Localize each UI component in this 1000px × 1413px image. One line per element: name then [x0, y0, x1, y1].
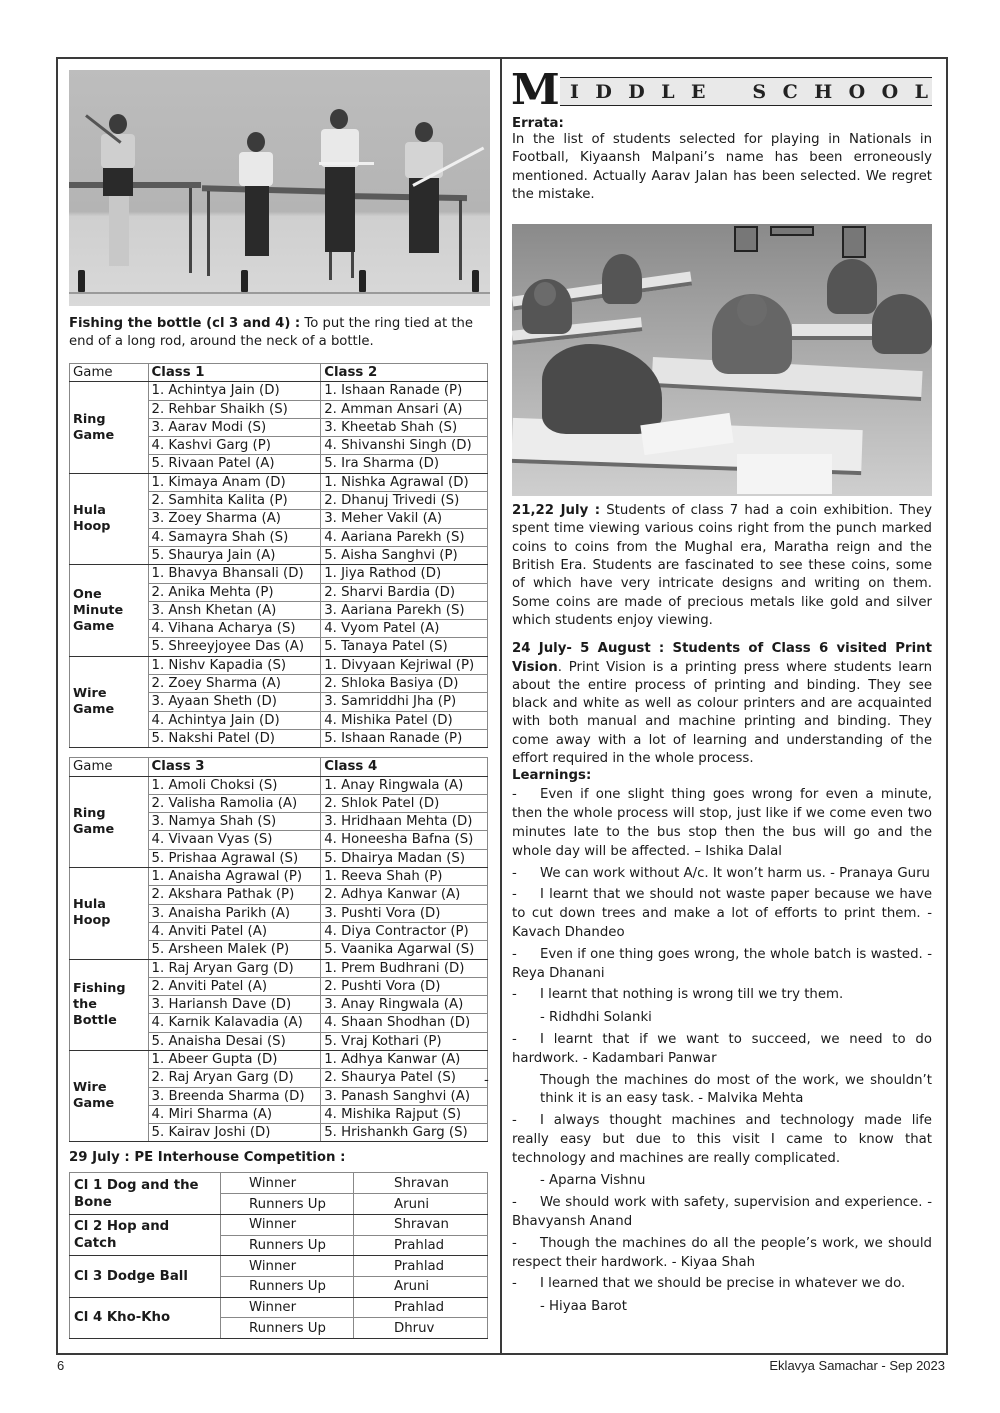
- publication-footer: Eklavya Samachar - Sep 2023: [769, 1358, 945, 1373]
- learning-text: Even if one thing goes wrong, the whole batch is wasted. - Reya Dhanani: [512, 946, 932, 981]
- student-cell: 5. Anaisha Desai (S): [148, 1032, 321, 1050]
- col-header-class-1: Class 1: [148, 364, 321, 382]
- game-name-cell: Hula Hoop: [70, 868, 149, 959]
- learnings-list: [484, 786, 932, 1317]
- bullet-dash: -: [512, 1235, 517, 1251]
- photo-student: [872, 294, 932, 354]
- masthead-letter: S: [752, 80, 767, 103]
- position-cell: Winner: [221, 1297, 354, 1318]
- student-cell: 2. Sharvi Bardia (D): [321, 583, 488, 601]
- student-cell: 2. Shloka Basiya (D): [321, 675, 488, 693]
- learning-text: I learnt that if we want to succeed, we need to do hardwork. - Kadambari Panwar: [512, 1031, 932, 1066]
- bullet-dash: -: [512, 1276, 517, 1292]
- learning-item: [512, 1112, 932, 1191]
- left-column: [69, 70, 490, 1339]
- masthead-letter: E: [691, 80, 706, 103]
- photo-student: [602, 254, 642, 304]
- game-name-cell: Fishing the Bottle: [70, 959, 149, 1050]
- event-name-cell: Cl 2 Hop and Catch: [70, 1214, 221, 1255]
- photo-wall-frame: [842, 226, 866, 258]
- bullet-dash: -: [512, 1195, 517, 1211]
- learning-item: [512, 1194, 932, 1232]
- house-cell: Shravan: [354, 1173, 488, 1194]
- coin-exhibition-photo: [512, 224, 932, 496]
- class-1-2-roster-table: [69, 363, 488, 748]
- col-header-game: Game: [70, 364, 149, 382]
- student-cell: 5. Dhairya Madan (S): [321, 849, 488, 867]
- masthead-letter: D: [595, 80, 612, 103]
- learning-item: [484, 1072, 932, 1110]
- learning-text: Though the machines do most of the work, we shouldn’t think it is an easy task. - Malvika Mehta: [540, 1072, 932, 1107]
- student-cell: 3. Anay Ringwala (A): [321, 996, 488, 1014]
- student-cell: 4. Vivaan Vyas (S): [148, 831, 321, 849]
- student-cell: 2. Zoey Sharma (A): [148, 675, 321, 693]
- student-cell: 4. Honeesha Bafna (S): [321, 831, 488, 849]
- table-row: [70, 1050, 488, 1068]
- student-cell: 1. Jiya Rathod (D): [321, 565, 488, 583]
- bullet-dash: -: [512, 1031, 517, 1047]
- learning-item: [512, 1235, 932, 1273]
- student-cell: 3. Pushti Vora (D): [321, 904, 488, 922]
- errata-text: In the list of students selected for playing in Nationals in Football, Kiyaansh Malpani’s name has been erroneously mentioned. Actually Aarav Jalan has been selected. We regret the mistake.: [512, 132, 932, 202]
- student-cell: 2. Akshara Pathak (P): [148, 886, 321, 904]
- learning-text: Though the machines do all the people’s work, we should respect their hardwork. - Kiyaa Shah: [512, 1235, 932, 1270]
- masthead-letter: O: [881, 80, 899, 103]
- column-divider: [500, 57, 502, 1355]
- student-cell: 2. Anika Mehta (P): [148, 583, 321, 601]
- game-name-cell: Wire Game: [70, 656, 149, 747]
- photo-bottle: [78, 270, 85, 292]
- bullet-dash: -: [512, 1113, 517, 1129]
- student-cell: 3. Zoey Sharma (A): [148, 510, 321, 528]
- student-cell: 1. Ishaan Ranade (P): [321, 382, 488, 400]
- student-cell: 1. Abeer Gupta (D): [148, 1050, 321, 1068]
- masthead-letter: H: [814, 80, 833, 103]
- student-cell: 1. Divyaan Kejriwal (P): [321, 656, 488, 674]
- student-cell: 5. Aisha Sanghvi (P): [321, 546, 488, 564]
- coin-exhibition-date: 21,22 July :: [512, 503, 601, 519]
- masthead-letter: C: [782, 80, 798, 103]
- table-row: [70, 565, 488, 583]
- game-name-cell: One Minute Game: [70, 565, 149, 656]
- bullet-dash: -: [484, 1072, 489, 1088]
- house-cell: Aruni: [354, 1194, 488, 1215]
- student-cell: 1. Raj Aryan Garg (D): [148, 959, 321, 977]
- student-cell: 5. Rivaan Patel (A): [148, 455, 321, 473]
- student-cell: 3. Namya Shah (S): [148, 813, 321, 831]
- student-cell: 3. Panash Sanghvi (A): [321, 1087, 488, 1105]
- errata-heading: Errata:: [512, 116, 564, 131]
- print-vision-heading: 24 July- 5 August : Students of Class 6 visited Print Vision: [512, 641, 932, 675]
- fishing-bottle-caption: [69, 315, 490, 351]
- student-cell: 5. Shreeyjoyee Das (A): [148, 638, 321, 656]
- table-row: [70, 656, 488, 674]
- photo-bottle: [241, 270, 248, 292]
- masthead-letter: L: [914, 80, 928, 103]
- table-row: [70, 776, 488, 794]
- photo-table-leg: [459, 200, 462, 280]
- table-row: [70, 1297, 488, 1318]
- page-number: 6: [57, 1358, 65, 1373]
- bullet-dash: -: [512, 887, 517, 903]
- photo-wall-frame: [770, 226, 814, 236]
- student-cell: 1. Achintya Jain (D): [148, 382, 321, 400]
- student-cell: 3. Aariana Parekh (S): [321, 601, 488, 619]
- student-cell: 2. Amman Ansari (A): [321, 400, 488, 418]
- photo-rod: [319, 162, 374, 165]
- col-header-class-2: Class 2: [321, 364, 488, 382]
- learning-text: I always thought machines and technology made life really easy but due to this visit I came to know that technology and machines are really complicated.: [512, 1113, 932, 1166]
- student-cell: 4. Shivanshi Singh (D): [321, 437, 488, 455]
- student-cell: 2. Anviti Patel (A): [148, 977, 321, 995]
- student-cell: 2. Dhanuj Trivedi (S): [321, 492, 488, 510]
- student-cell: 4. Karnik Kalavadia (A): [148, 1014, 321, 1032]
- position-cell: Runners Up: [221, 1318, 354, 1339]
- student-cell: 4. Shaan Shodhan (D): [321, 1014, 488, 1032]
- student-cell: 1. Anay Ringwala (A): [321, 776, 488, 794]
- student-cell: 3. Breenda Sharma (D): [148, 1087, 321, 1105]
- student-cell: 5. Arsheen Malek (P): [148, 941, 321, 959]
- student-cell: 3. Aarav Modi (S): [148, 418, 321, 436]
- table-row: [70, 1214, 488, 1235]
- student-cell: 3. Hariansh Dave (D): [148, 996, 321, 1014]
- masthead-letter: L: [661, 80, 675, 103]
- event-name-cell: Cl 3 Dodge Ball: [70, 1256, 221, 1297]
- learning-item: [512, 786, 932, 861]
- student-cell: 4. Anviti Patel (A): [148, 922, 321, 940]
- house-cell: Dhruv: [354, 1318, 488, 1339]
- student-cell: 2. Raj Aryan Garg (D): [148, 1069, 321, 1087]
- learning-item: [512, 865, 932, 884]
- table-row: [70, 1173, 488, 1194]
- learning-item: [512, 986, 932, 1028]
- student-cell: 1. Kimaya Anam (D): [148, 473, 321, 491]
- position-cell: Winner: [221, 1173, 354, 1194]
- game-name-cell: Ring Game: [70, 382, 149, 473]
- section-masthead: [510, 65, 932, 114]
- photo-floor: [69, 292, 490, 294]
- student-cell: 3. Anaisha Parikh (A): [148, 904, 321, 922]
- table-row: [70, 1256, 488, 1277]
- masthead-letter: D: [628, 80, 645, 103]
- coin-exhibition-text: [512, 502, 932, 630]
- student-cell: 5. Prishaa Agrawal (S): [148, 849, 321, 867]
- table-row: [70, 959, 488, 977]
- table-row: [70, 868, 488, 886]
- learning-item: [512, 1031, 932, 1069]
- game-name-cell: Hula Hoop: [70, 473, 149, 564]
- student-cell: 4. Achintya Jain (D): [148, 711, 321, 729]
- learning-text: We can work without A/c. It won’t harm us. - Pranaya Guru: [540, 865, 930, 881]
- student-cell: 5. Vaanika Agarwal (S): [321, 941, 488, 959]
- student-cell: 5. Vraj Kothari (P): [321, 1032, 488, 1050]
- student-cell: 4. Aariana Parekh (S): [321, 528, 488, 546]
- masthead-letter: I: [570, 80, 579, 103]
- house-cell: Prahlad: [354, 1235, 488, 1256]
- student-cell: 3. Hridhaan Mehta (D): [321, 813, 488, 831]
- student-cell: 4. Kashvi Garg (P): [148, 437, 321, 455]
- learning-item: [512, 1275, 932, 1317]
- student-cell: 2. Rehbar Shaikh (S): [148, 400, 321, 418]
- learning-signature: - Aparna Vishnu: [540, 1173, 646, 1189]
- student-cell: 4. Samayra Shah (S): [148, 528, 321, 546]
- house-cell: Prahlad: [354, 1256, 488, 1277]
- learning-signature: - Ridhdhi Solanki: [540, 1010, 652, 1026]
- house-cell: Aruni: [354, 1276, 488, 1297]
- student-cell: 2. Pushti Vora (D): [321, 977, 488, 995]
- photo-table: [69, 182, 201, 188]
- student-cell: 2. Shaurya Patel (S): [321, 1069, 488, 1087]
- photo-coin-sheet: [737, 454, 832, 494]
- photo-table: [337, 193, 467, 201]
- learning-item: [512, 886, 932, 942]
- print-vision-body: . Print Vision is a printing press where students learn about the entire process of printing and binding. They see black and white as well as colour printers and are acquainted with both manual and machine printing and binding. They come away with a lot of learning and understanding of the effort required in the whole process.: [512, 659, 932, 767]
- learning-signature: - Hiyaa Barot: [540, 1299, 627, 1315]
- student-cell: 4. Miri Sharma (A): [148, 1105, 321, 1123]
- student-cell: 5. Hrishankh Garg (S): [321, 1124, 488, 1142]
- event-name-cell: Cl 1 Dog and the Bone: [70, 1173, 221, 1214]
- student-cell: 3. Samriddhi Jha (P): [321, 693, 488, 711]
- game-name-cell: Wire Game: [70, 1050, 149, 1141]
- masthead-title-bar: [560, 77, 932, 106]
- student-cell: 4. Vihana Acharya (S): [148, 620, 321, 638]
- masthead-initial: M: [510, 65, 560, 114]
- bullet-dash: -: [512, 787, 517, 803]
- photo-student-face: [534, 282, 556, 306]
- student-cell: 2. Samhita Kalita (P): [148, 492, 321, 510]
- student-cell: 1. Bhavya Bhansali (D): [148, 565, 321, 583]
- student-cell: 5. Tanaya Patel (S): [321, 638, 488, 656]
- table-row: [70, 382, 488, 400]
- photo-table-leg: [207, 191, 210, 276]
- student-cell: 2. Shlok Patel (D): [321, 794, 488, 812]
- student-cell: 4. Vyom Patel (A): [321, 620, 488, 638]
- learning-text: We should work with safety, supervision and experience. - Bhavyansh Anand: [512, 1195, 932, 1230]
- student-cell: 5. Ira Sharma (D): [321, 455, 488, 473]
- print-vision-text: [512, 640, 932, 768]
- position-cell: Winner: [221, 1214, 354, 1235]
- event-name-cell: Cl 4 Kho-Kho: [70, 1297, 221, 1338]
- photo-student-foreground: [542, 344, 662, 434]
- caption-text: To put the ring tied at the end of a long rod, around the neck of a bottle.: [69, 316, 474, 349]
- photo-table-leg: [189, 188, 192, 273]
- game-name-cell: Ring Game: [70, 776, 149, 867]
- col-header-class-3: Class 3: [148, 758, 321, 776]
- bullet-dash: -: [512, 865, 517, 881]
- pe-interhouse-table: [69, 1172, 488, 1339]
- photo-bottle: [359, 270, 366, 292]
- learnings-heading: Learnings:: [512, 768, 592, 784]
- student-cell: 3. Kheetab Shah (S): [321, 418, 488, 436]
- student-cell: 1. Reeva Shah (P): [321, 868, 488, 886]
- photo-student-face: [737, 294, 767, 326]
- position-cell: Runners Up: [221, 1235, 354, 1256]
- student-cell: 3. Ayaan Sheth (D): [148, 693, 321, 711]
- student-cell: 3. Meher Vakil (A): [321, 510, 488, 528]
- photo-student: [827, 259, 877, 314]
- learning-item: [512, 946, 932, 984]
- right-column: [484, 65, 933, 1317]
- errata-block: [512, 116, 932, 204]
- bullet-dash: -: [512, 946, 517, 962]
- learning-text: I learnt that nothing is wrong till we try them.: [540, 987, 844, 1003]
- fishing-bottle-photo: [69, 70, 490, 306]
- student-cell: 5. Nakshi Patel (D): [148, 729, 321, 747]
- learning-text: Even if one slight thing goes wrong for even a minute, then the whole process will stop, just like if we come even two minutes late to the bus stop then the bus will go and the whole day will be affected. – Ishika Dalal: [512, 787, 932, 859]
- position-cell: Winner: [221, 1256, 354, 1277]
- student-cell: 5. Ishaan Ranade (P): [321, 729, 488, 747]
- caption-heading: Fishing the bottle (cl 3 and 4) :: [69, 316, 301, 331]
- student-cell: 1. Nishv Kapadia (S): [148, 656, 321, 674]
- coin-exhibition-body: Students of class 7 had a coin exhibition. They spent time viewing various coins right from the punch marked coins to coins from the Mughal era, Maratha reign and the British Era. Students are fascinated to see these coins, some of which have very intricate designs and writing on them. Some coins are made of precious metals like gold and silver which students enjoy viewing.: [512, 503, 933, 628]
- house-cell: Shravan: [354, 1214, 488, 1235]
- pe-interhouse-title: 29 July : PE Interhouse Competition :: [69, 1150, 346, 1166]
- col-header-class-4: Class 4: [321, 758, 488, 776]
- student-cell: 1. Nishka Agrawal (D): [321, 473, 488, 491]
- student-cell: 1. Prem Budhrani (D): [321, 959, 488, 977]
- student-cell: 1. Adhya Kanwar (A): [321, 1050, 488, 1068]
- student-cell: 4. Mishika Patel (D): [321, 711, 488, 729]
- masthead-letter: O: [848, 80, 866, 103]
- photo-bottle: [472, 270, 479, 292]
- position-cell: Runners Up: [221, 1194, 354, 1215]
- learning-text: I learned that we should be precise in whatever we do.: [540, 1276, 906, 1292]
- learning-text: I learnt that we should not waste paper because we have to cut down trees and make a lot of efforts to print them. - Kavach Dhandeo: [512, 887, 932, 940]
- student-cell: 5. Shaurya Jain (A): [148, 546, 321, 564]
- student-cell: 1. Amoli Choksi (S): [148, 776, 321, 794]
- student-cell: 2. Adhya Kanwar (A): [321, 886, 488, 904]
- photo-table: [202, 185, 337, 195]
- house-cell: Prahlad: [354, 1297, 488, 1318]
- student-cell: 2. Valisha Ramolia (A): [148, 794, 321, 812]
- student-cell: 1. Anaisha Agrawal (P): [148, 868, 321, 886]
- student-cell: 5. Kairav Joshi (D): [148, 1124, 321, 1142]
- student-cell: 3. Ansh Khetan (A): [148, 601, 321, 619]
- class-3-4-roster-table: [69, 757, 488, 1142]
- photo-wall-frame: [734, 226, 758, 252]
- student-cell: 4. Diya Contractor (P): [321, 922, 488, 940]
- bullet-dash: -: [512, 987, 517, 1003]
- table-row: [70, 473, 488, 491]
- student-cell: 4. Mishika Rajput (S): [321, 1105, 488, 1123]
- position-cell: Runners Up: [221, 1276, 354, 1297]
- col-header-game: Game: [70, 758, 149, 776]
